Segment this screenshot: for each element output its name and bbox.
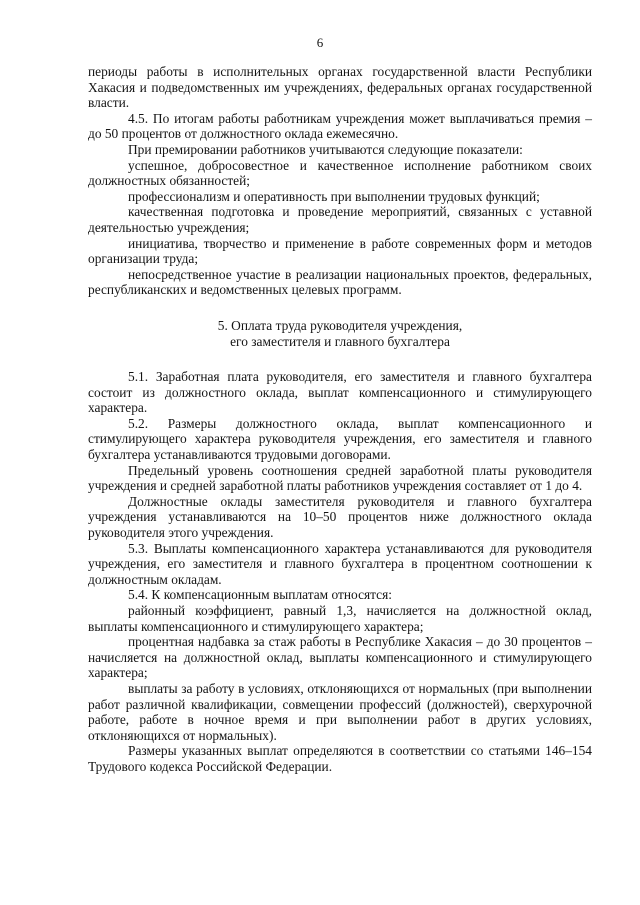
paragraph: Размеры указанных выплат определяются в соответствии со статьями 146–154 Трудового кодекса Российской Федерации. bbox=[88, 743, 592, 774]
paragraph: 5.1. Заработная плата руководителя, его заместителя и главного бухгалтера состоит из должностного оклада, выплат компенсационного и стимулирующего характера. bbox=[88, 369, 592, 416]
paragraph: районный коэффициент, равный 1,3, начисляется на должностной оклад, выплаты компенсационного и стимулирующего характера; bbox=[88, 603, 592, 634]
paragraph: 5.3. Выплаты компенсационного характера устанавливаются для руководителя учреждения, его заместителя и главного бухгалтера в процентном соотношении к должностным окладам. bbox=[88, 540, 592, 587]
paragraph: При премировании работников учитываются следующие показатели: bbox=[128, 141, 523, 157]
paragraph: Предельный уровень соотношения средней заработной платы руководителя учреждения и средней заработной платы работников учреждения составляет от 1 до 4. bbox=[88, 462, 592, 494]
paragraph: процентная надбавка за стаж работы в Республике Хакасия – до 30 процентов – начисляется на должностной оклад, выплаты компенсационного и стимулирующего характера; bbox=[88, 634, 592, 681]
paragraph: периоды работы в исполнительных органах государственной власти Республики Хакасия и подведомственных им учреждениях, федеральных органах государственной власти. bbox=[88, 64, 592, 111]
document-body bbox=[88, 64, 592, 775]
paragraph: 5.4. К компенсационным выплатам относятся: bbox=[128, 587, 393, 603]
page-number: 6 bbox=[316, 35, 324, 50]
paragraph: непосредственное участие в реализации национальных проектов, федеральных, республиканских и ведомственных целевых программ. bbox=[88, 266, 592, 298]
paragraph: профессионализм и оперативность при выполнении трудовых функций; bbox=[128, 188, 540, 204]
paragraph: выплаты за работу в условиях, отклоняющихся от нормальных (при выполнении работ различной квалификации, совмещении профессий (должностей), сверхурочной работе, работе в ночное время и при выполнении работ в других условиях, отклоняющихся от нормальных). bbox=[88, 680, 592, 743]
paragraph: качественная подготовка и проведение мероприятий, связанных с уставной деятельностью учреждения; bbox=[88, 204, 592, 235]
paragraph: 5.2. Размеры должностного оклада, выплат компенсационного и стимулирующего характера руководителя учреждения, его заместителя и главного бухгалтера устанавливаются трудовыми договорами. bbox=[88, 415, 592, 463]
paragraph: успешное, добросовестное и качественное исполнение работником своих должностных обязанностей; bbox=[88, 157, 592, 189]
paragraph: 4.5. По итогам работы работникам учреждения может выплачиваться премия – до 50 процентов от должностного оклада ежемесячно. bbox=[88, 110, 592, 142]
paragraph: Должностные оклады заместителя руководителя и главного бухгалтера учреждения устанавливаются на 10–50 процентов ниже должностного оклада руководителя этого учреждения. bbox=[88, 493, 592, 541]
paragraph: инициатива, творчество и применение в работе современных форм и методов организации труда; bbox=[88, 235, 592, 267]
section-heading-line-2: его заместителя и главного бухгалтера bbox=[230, 333, 450, 349]
section-heading-line-1: 5. Оплата труда руководителя учреждения, bbox=[217, 317, 463, 333]
